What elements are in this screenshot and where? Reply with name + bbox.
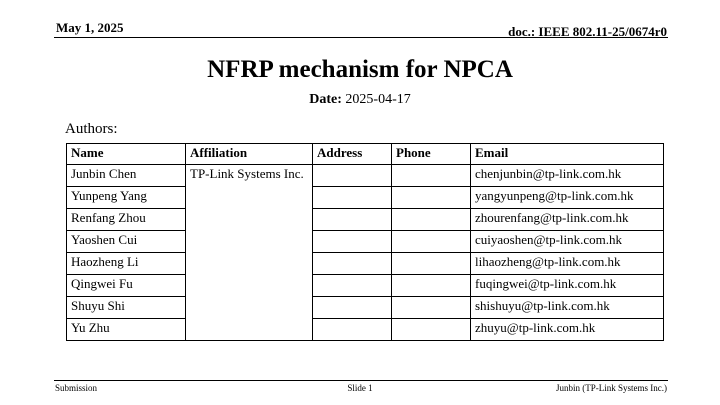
author-address [313, 187, 392, 209]
author-email: lihaozheng@tp-link.com.hk [471, 253, 664, 275]
header-doc-id: doc.: IEEE 802.11-25/0674r0 [508, 24, 667, 39]
table-row [67, 187, 664, 209]
author-phone [392, 231, 471, 253]
header-name: Name [67, 144, 186, 165]
author-phone [392, 319, 471, 341]
header-address: Address [313, 144, 392, 165]
author-email: zhourenfang@tp-link.com.hk [471, 209, 664, 231]
author-address [313, 209, 392, 231]
header-divider [54, 37, 668, 38]
table-row [67, 231, 664, 253]
author-address [313, 231, 392, 253]
author-name: Junbin Chen [67, 165, 186, 187]
table-row [67, 275, 664, 297]
author-name: Yunpeng Yang [67, 187, 186, 209]
author-email: zhuyu@tp-link.com.hk [471, 319, 664, 341]
author-address [313, 253, 392, 275]
table-header-row [67, 144, 664, 165]
author-email: shishuyu@tp-link.com.hk [471, 297, 664, 319]
footer-submission: Submission [55, 383, 98, 393]
author-name: Qingwei Fu [67, 275, 186, 297]
author-name: Haozheng Li [67, 253, 186, 275]
author-affiliation: TP-Link Systems Inc. [186, 165, 313, 341]
table-row [67, 253, 664, 275]
author-address [313, 165, 392, 187]
author-name: Shuyu Shi [67, 297, 186, 319]
author-email: fuqingwei@tp-link.com.hk [471, 275, 664, 297]
header-affiliation: Affiliation [186, 144, 313, 165]
author-email: yangyunpeng@tp-link.com.hk [471, 187, 664, 209]
date-value: 2025-04-17 [345, 92, 411, 107]
author-phone [392, 275, 471, 297]
author-address [313, 297, 392, 319]
header-date: May 1, 2025 [56, 20, 124, 35]
footer-divider [54, 380, 668, 381]
author-phone [392, 187, 471, 209]
header-phone: Phone [392, 144, 471, 165]
table-row [67, 209, 664, 231]
author-phone [392, 297, 471, 319]
footer-author: Junbin (TP-Link Systems Inc.) [556, 383, 667, 393]
author-name: Yu Zhu [67, 319, 186, 341]
date-label: Date: [309, 92, 342, 107]
date-line [0, 92, 720, 108]
author-email: cuiyaoshen@tp-link.com.hk [471, 231, 664, 253]
header-email: Email [471, 144, 664, 165]
table-row [67, 319, 664, 341]
authors-label: Authors: [65, 121, 118, 137]
author-name: Renfang Zhou [67, 209, 186, 231]
author-address [313, 319, 392, 341]
table-row [67, 165, 664, 187]
author-name: Yaoshen Cui [67, 231, 186, 253]
footer-slide-number: Slide 1 [347, 383, 373, 393]
authors-table [66, 143, 664, 341]
author-phone [392, 165, 471, 187]
table-row [67, 297, 664, 319]
page-title: NFRP mechanism for NPCA [207, 56, 513, 83]
author-phone [392, 209, 471, 231]
author-phone [392, 253, 471, 275]
author-email: chenjunbin@tp-link.com.hk [471, 165, 664, 187]
author-address [313, 275, 392, 297]
